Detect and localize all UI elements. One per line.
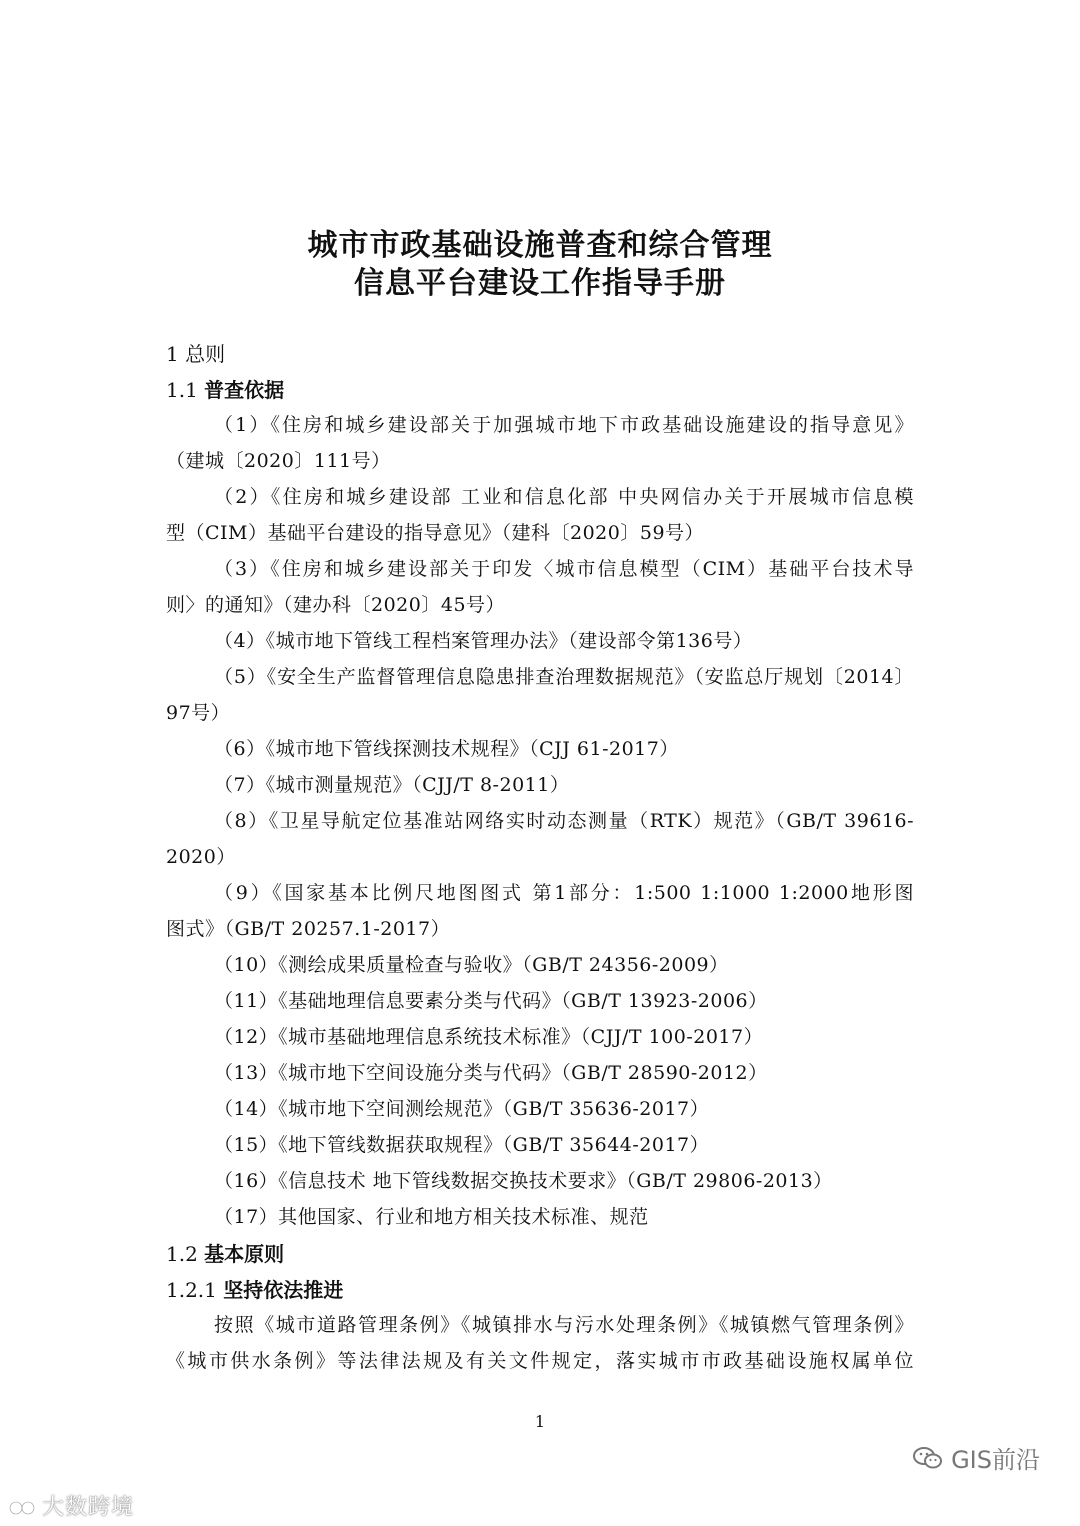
watermark-text: 大数跨境 <box>42 1495 135 1520</box>
watermark-dashukuajing <box>8 1490 134 1521</box>
section-title: 基本原则 <box>204 1242 285 1266</box>
list-item: （12）《城市基础地理信息系统技术标准》（CJJ/T 100-2017） <box>214 1026 764 1048</box>
section-number: 1.2.1 <box>166 1278 217 1302</box>
list-item: （建城〔2020〕111号） <box>166 450 391 472</box>
section-heading-1-1 <box>166 374 284 403</box>
paragraph-line: 《城市供水条例》等法律法规及有关文件规定，落实城市市政基础设施权属单位 <box>166 1350 914 1372</box>
list-item: 则〉的通知》（建办科〔2020〕45号） <box>166 594 506 616</box>
section-heading-1-2-1 <box>166 1274 343 1303</box>
list-item: （1）《住房和城乡建设部关于加强城市地下市政基础设施建设的指导意见》 <box>214 414 914 436</box>
list-item: （17）其他国家、行业和地方相关技术标准、规范 <box>214 1206 649 1228</box>
paragraph-line: 按照《城市道路管理条例》《城镇排水与污水处理条例》《城镇燃气管理条例》 <box>214 1314 914 1336</box>
list-item: （8）《卫星导航定位基准站网络实时动态测量（RTK）规范》（GB/T 39616- <box>214 810 914 832</box>
list-item: （4）《城市地下管线工程档案管理办法》（建设部令第136号） <box>214 630 753 652</box>
section-heading-1-2 <box>166 1238 284 1267</box>
list-item: 型（CIM）基础平台建设的指导意见》（建科〔2020〕59号） <box>166 522 705 544</box>
list-item: （6）《城市地下管线探测技术规程》（CJJ 61-2017） <box>214 738 679 760</box>
list-item: （5）《安全生产监督管理信息隐患排查治理数据规范》（安监总厅规划〔2014〕 <box>214 666 914 688</box>
list-item: （16）《信息技术 地下管线数据交换技术要求》（GB/T 29806-2013） <box>214 1170 833 1192</box>
list-item: （9）《国家基本比例尺地图图式 第1部分：1:500 1:1000 1:2000地形图 <box>214 882 914 904</box>
watermark-text: GIS前沿 <box>951 1446 1040 1474</box>
list-item: （14）《城市地下空间测绘规范》（GB/T 35636-2017） <box>214 1098 710 1120</box>
list-item: （7）《城市测量规范》（CJJ/T 8-2011） <box>214 774 570 796</box>
list-item: （10）《测绘成果质量检查与验收》（GB/T 24356-2009） <box>214 954 729 976</box>
list-item: 2020） <box>166 846 236 868</box>
logo-icon <box>8 1497 38 1519</box>
document-title-line1: 城市市政基础设施普查和综合管理 <box>307 228 773 263</box>
section-number: 1.2 <box>166 1242 198 1266</box>
page-number: 1 <box>534 1412 546 1431</box>
section-heading-1: 1 总则 <box>166 342 226 366</box>
document-title-line2: 信息平台建设工作指导手册 <box>354 266 726 301</box>
list-item: （11）《基础地理信息要素分类与代码》（GB/T 13923-2006） <box>214 990 768 1012</box>
list-item: （15）《地下管线数据获取规程》（GB/T 35644-2017） <box>214 1134 710 1156</box>
section-title: 坚持依法推进 <box>223 1278 344 1302</box>
section-title: 普查依据 <box>204 378 285 402</box>
list-item: （3）《住房和城乡建设部关于印发〈城市信息模型（CIM）基础平台技术导 <box>214 558 914 580</box>
list-item: （13）《城市地下空间设施分类与代码》（GB/T 28590-2012） <box>214 1062 768 1084</box>
watermark-gis <box>913 1440 1040 1475</box>
list-item: （2）《住房和城乡建设部 工业和信息化部 中央网信办关于开展城市信息模 <box>214 486 914 508</box>
list-item: 图式》（GB/T 20257.1-2017） <box>166 918 451 940</box>
wechat-icon <box>913 1446 943 1470</box>
section-number: 1.1 <box>166 378 198 402</box>
list-item: 97号） <box>166 702 231 724</box>
